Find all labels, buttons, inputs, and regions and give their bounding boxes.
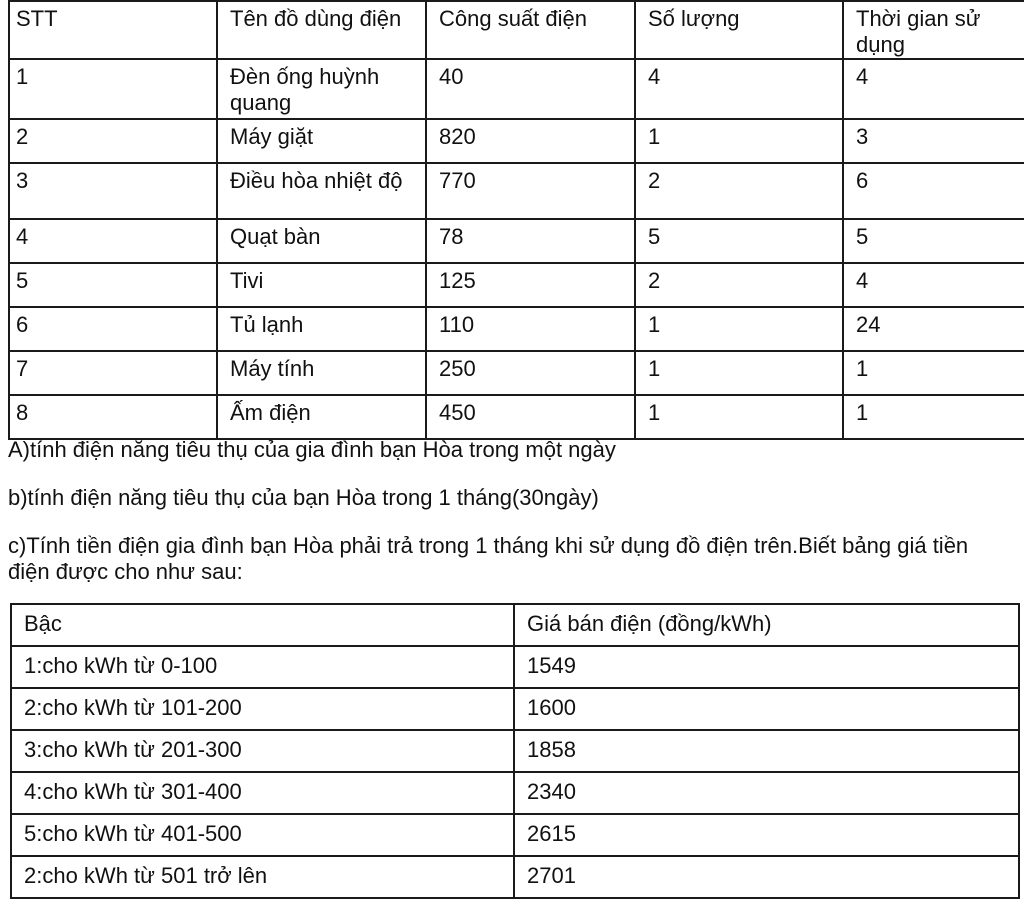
table-cell: 2340 bbox=[514, 772, 1019, 814]
table-cell: 4 bbox=[635, 59, 843, 119]
table-cell: 2:cho kWh từ 101-200 bbox=[11, 688, 514, 730]
table-cell: 1 bbox=[635, 307, 843, 351]
table-cell: 3 bbox=[843, 119, 1024, 163]
table-cell: 1600 bbox=[514, 688, 1019, 730]
table-row bbox=[9, 119, 1024, 163]
question-b: b)tính điện năng tiêu thụ của bạn Hòa trong 1 tháng(30ngày) bbox=[8, 485, 599, 510]
table-cell: 770 bbox=[426, 163, 635, 219]
question-c: c)Tính tiền điện gia đình bạn Hòa phải trả trong 1 tháng khi sử dụng đồ điện trên.Biết bảng giá tiền điện được cho như sau: bbox=[8, 533, 969, 584]
table-cell: Điều hòa nhiệt độ bbox=[217, 163, 426, 219]
table-row bbox=[9, 351, 1024, 395]
table-cell: 4:cho kWh từ 301-400 bbox=[11, 772, 514, 814]
table-cell: 1:cho kWh từ 0-100 bbox=[11, 646, 514, 688]
appliance-table bbox=[8, 0, 1024, 440]
table-row bbox=[9, 59, 1024, 119]
table-cell: 125 bbox=[426, 263, 635, 307]
table-cell: 1 bbox=[843, 395, 1024, 439]
table-cell: 24 bbox=[843, 307, 1024, 351]
table-cell: 8 bbox=[9, 395, 217, 439]
table-cell: 4 bbox=[843, 263, 1024, 307]
table-row bbox=[11, 772, 1019, 814]
table-row bbox=[9, 395, 1024, 439]
table-cell: 1 bbox=[635, 395, 843, 439]
header-cell: Giá bán điện (đồng/kWh) bbox=[514, 604, 1019, 646]
table-cell: 1 bbox=[635, 351, 843, 395]
table-cell: 5 bbox=[843, 219, 1024, 263]
table-cell: 2 bbox=[635, 263, 843, 307]
table-cell: 2615 bbox=[514, 814, 1019, 856]
table-cell: 78 bbox=[426, 219, 635, 263]
table-row bbox=[11, 856, 1019, 898]
table-cell: Máy giặt bbox=[217, 119, 426, 163]
table-cell: 6 bbox=[843, 163, 1024, 219]
table-cell: 40 bbox=[426, 59, 635, 119]
table-row bbox=[9, 307, 1024, 351]
table-cell: Tủ lạnh bbox=[217, 307, 426, 351]
table-cell: 3:cho kWh từ 201-300 bbox=[11, 730, 514, 772]
table-cell: 5:cho kWh từ 401-500 bbox=[11, 814, 514, 856]
table-cell: Ấm điện bbox=[217, 395, 426, 439]
table-cell: 250 bbox=[426, 351, 635, 395]
table-cell: Máy tính bbox=[217, 351, 426, 395]
price-table bbox=[10, 603, 1020, 899]
header-cell: Tên đồ dùng điện bbox=[217, 1, 426, 59]
table-header-row bbox=[9, 1, 1024, 59]
table-cell: 2:cho kWh từ 501 trở lên bbox=[11, 856, 514, 898]
table-cell: Quạt bàn bbox=[217, 219, 426, 263]
table-row bbox=[11, 688, 1019, 730]
table-cell: 2 bbox=[635, 163, 843, 219]
table-cell: 4 bbox=[9, 219, 217, 263]
table-cell: Tivi bbox=[217, 263, 426, 307]
table-row bbox=[11, 730, 1019, 772]
header-cell: Công suất điện bbox=[426, 1, 635, 59]
table-row bbox=[11, 646, 1019, 688]
table-row bbox=[9, 163, 1024, 219]
table-cell: 5 bbox=[635, 219, 843, 263]
table-cell: 3 bbox=[9, 163, 217, 219]
header-cell: Số lượng bbox=[635, 1, 843, 59]
table-row bbox=[11, 814, 1019, 856]
table-cell: 820 bbox=[426, 119, 635, 163]
table-header-row bbox=[11, 604, 1019, 646]
header-cell: STT bbox=[9, 1, 217, 59]
header-cell: Bậc bbox=[11, 604, 514, 646]
table-cell: 450 bbox=[426, 395, 635, 439]
table-row bbox=[9, 219, 1024, 263]
table-cell: 6 bbox=[9, 307, 217, 351]
table-cell: 7 bbox=[9, 351, 217, 395]
table-cell: 1 bbox=[843, 351, 1024, 395]
table-cell: 2701 bbox=[514, 856, 1019, 898]
table-cell: 110 bbox=[426, 307, 635, 351]
table-cell: 1858 bbox=[514, 730, 1019, 772]
table-row bbox=[9, 263, 1024, 307]
table-cell: 1 bbox=[635, 119, 843, 163]
table-cell: 1 bbox=[9, 59, 217, 119]
header-cell: Thời gian sử dụng bbox=[843, 1, 1024, 59]
table-cell: Đèn ống huỳnh quang bbox=[217, 59, 426, 119]
question-a: A)tính điện năng tiêu thụ của gia đình bạn Hòa trong một ngày bbox=[8, 437, 616, 462]
table-cell: 1549 bbox=[514, 646, 1019, 688]
table-cell: 2 bbox=[9, 119, 217, 163]
table-cell: 4 bbox=[843, 59, 1024, 119]
table-cell: 5 bbox=[9, 263, 217, 307]
